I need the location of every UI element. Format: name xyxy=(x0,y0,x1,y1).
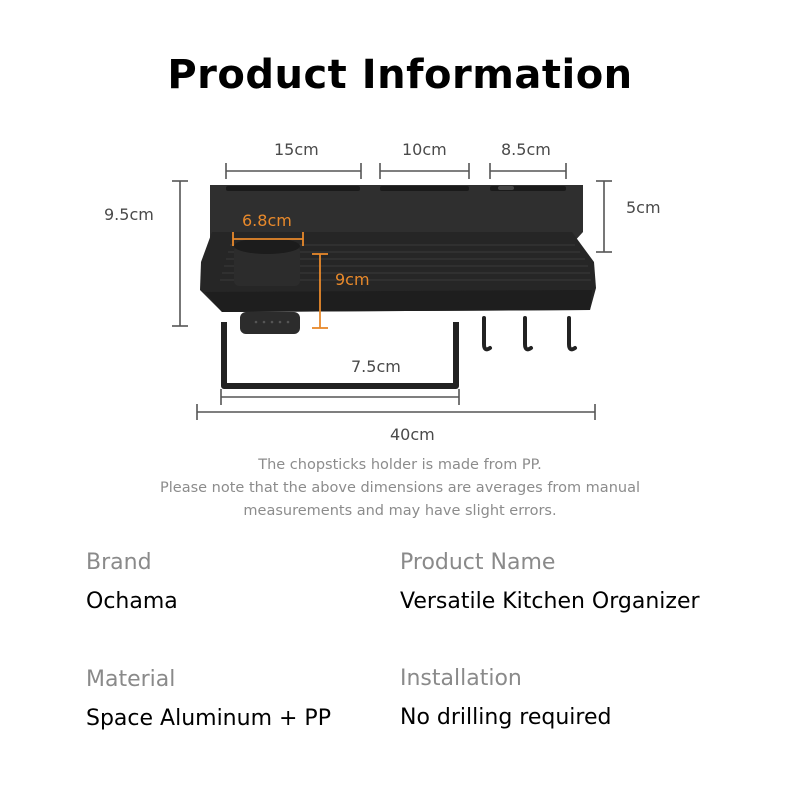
dimension-label-top-middle: 10cm xyxy=(402,140,447,159)
product-name-value: Versatile Kitchen Organizer xyxy=(400,589,700,614)
page-title: Product Information xyxy=(167,52,633,98)
note-line-3: measurements and may have slight errors. xyxy=(243,503,557,519)
dimension-label-towel-bar: 7.5cm xyxy=(351,357,401,376)
note-line-1: The chopsticks holder is made from PP. xyxy=(258,457,542,473)
installation-label: Installation xyxy=(400,666,522,691)
dimension-label-cup-width: 6.8cm xyxy=(242,211,292,230)
dimension-label-cup-height: 9cm xyxy=(335,270,370,289)
material-value: Space Aluminum + PP xyxy=(86,706,331,731)
dimension-label-height-right: 5cm xyxy=(626,198,661,217)
material-label: Material xyxy=(86,667,176,692)
brand-label: Brand xyxy=(86,550,152,575)
installation-value: No drilling required xyxy=(400,705,612,730)
note-line-2: Please note that the above dimensions are averages from manual xyxy=(160,480,640,496)
dimension-label-top-left: 15cm xyxy=(274,140,319,159)
product-name-label: Product Name xyxy=(400,550,556,575)
brand-value: Ochama xyxy=(86,589,178,614)
dimension-label-total-width: 40cm xyxy=(390,425,435,444)
dimension-label-top-right: 8.5cm xyxy=(501,140,551,159)
dimension-label-height-left: 9.5cm xyxy=(104,205,154,224)
